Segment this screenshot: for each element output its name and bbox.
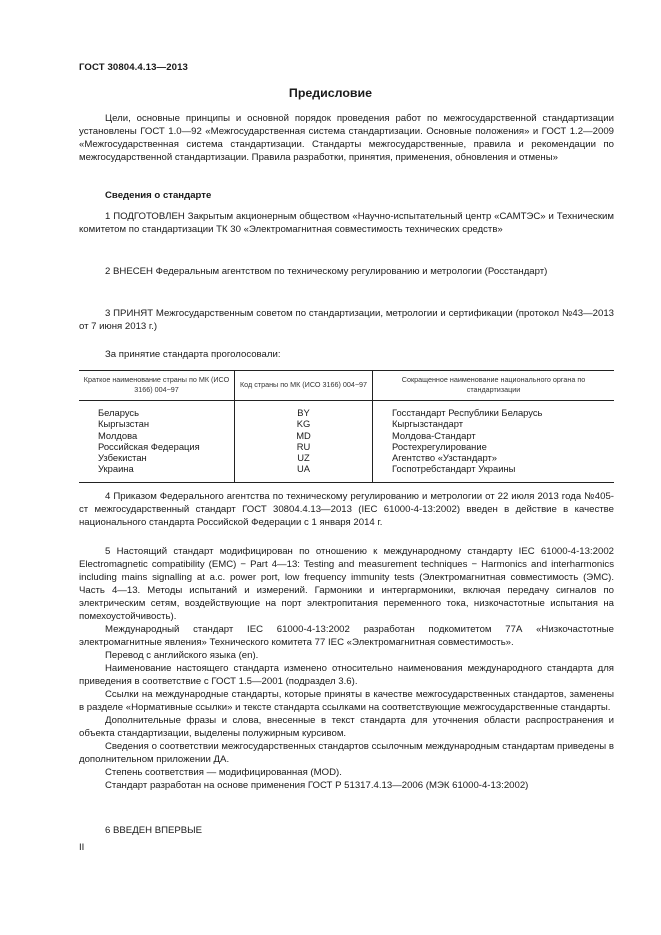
country-code: UA — [296, 463, 311, 475]
item-5-paragraph: Степень соответствия — модифицированная (MOD). — [105, 767, 342, 778]
item-3-text: 3 ПРИНЯТ Межгосударственным советом по стандартизации, метрологии и сертификации (протокол №43—2013 от 7 июня 2013 г.) — [79, 308, 614, 332]
country-name: Беларусь — [98, 407, 140, 418]
column-header-country: Краткое наименование страны по МК (ИСО 3166) 004−97 — [79, 371, 235, 401]
country-code: BY — [297, 407, 310, 418]
item-5-paragraph: Международный стандарт IEC 61000-4-13:2002 разработан подкомитетом 77А «Низкочастотные электромагнитные явления» Технического комитета 77 IEC «Электромагнитная совместимость». — [79, 624, 614, 648]
country-name: Кыргызстан — [98, 418, 150, 430]
item-6-text: 6 ВВЕДЕН ВПЕРВЫЕ — [105, 825, 203, 836]
page-number: II — [79, 842, 85, 853]
country-name: Молдова — [98, 429, 138, 441]
item-4-text: 4 Приказом Федерального агентства по техническому регулированию и метрологии от 22 июля 2013 года №405-ст межгосударственный стандарт ГОСТ 30804.4.13—2013 (IEC 61000-4-13:2002) введен в действие в качестве национального стандарта Российской Федерации с 1 января 2014 г. — [79, 491, 614, 528]
votes-intro-text: За принятие стандарта проголосовали: — [105, 349, 281, 360]
standards-body: Госстандарт Республики Беларусь — [392, 407, 543, 418]
item-5-paragraph: Наименование настоящего стандарта изменено относительно наименования международного стандарта для приведения в соответствие с ГОСТ 1.5—2001 (подраздел 3.6). — [79, 663, 614, 687]
item-5-paragraph: Дополнительные фразы и слова, внесенные в текст стандарта для уточнения области распространения и объекта стандартизации, выделены полужирным курсивом. — [79, 715, 614, 739]
item-5-paragraph: Сведения о соответствии межгосударственных стандартов ссылочным международным стандартам приведены в дополнительном приложении ДА. — [79, 741, 614, 765]
item-4 — [79, 490, 614, 529]
item-2-text: 2 ВНЕСЕН Федеральным агентством по техническому регулированию и метрологии (Росстандарт) — [105, 266, 548, 277]
item-1-text: 1 ПОДГОТОВЛЕН Закрытым акционерным обществом «Научно-испытательный центр «САМТЭС» и Техническим комитетом по стандартизации ТК 30 «Электромагнитная совместимость технических средств» — [79, 211, 614, 235]
country-code: RU — [296, 440, 311, 452]
document-code: ГОСТ 30804.4.13—2013 — [79, 62, 188, 73]
body-column — [373, 401, 615, 483]
item-5 — [79, 545, 614, 792]
country-column — [79, 401, 235, 483]
standards-body: Кыргызстандарт — [392, 418, 464, 430]
country-code: UZ — [297, 452, 310, 464]
column-header-code: Код страны по МК (ИСО 3166) 004−97 — [235, 371, 373, 401]
table-body-row — [79, 401, 614, 483]
standards-body: Молдова-Стандарт — [392, 429, 476, 441]
standards-body: Агентство «Узстандарт» — [392, 452, 498, 464]
country-name: Узбекистан — [98, 452, 147, 464]
item-3 — [79, 307, 614, 333]
item-5-paragraph: Перевод с английского языка (en). — [105, 650, 259, 661]
intro-text: Цели, основные принципы и основной порядок проведения работ по межгосударственной стандартизации установлены ГОСТ 1.0—92 «Межгосударственная система стандартизации. Основные положения» и ГОСТ 1.2—2009 «Межгосударственная система стандартизации. Стандарты межгосударственные, правила и рекомендации по межгосударственной стандартизации. Правила разработки, принятия, применения, обновления и отмены» — [79, 113, 614, 163]
votes-table — [79, 370, 614, 483]
item-5-paragraph: Стандарт разработан на основе применения ГОСТ Р 51317.4.13—2006 (МЭК 61000-4-13:2002) — [105, 780, 529, 791]
item-5-paragraph: 5 Настоящий стандарт модифицирован по отношению к международному стандарту IEC 61000-4-13:2002 Electromagnetic compatibility (EMC) − Part 4—13: Testing and measurement techniques − Harmonics and interharmonics including mains signalling at a.c. power port, low frequency immunity tests (Электромагнитная совместимость (ЭМС). Часть 4—13. Методы испытаний и измерений. Гармоники и интергармоники, включая передачу сигналов по электрическим сетям, воздействующие на порт электропитания переменного тока, низкочастотные испытания на помехоустойчивость). — [79, 546, 614, 622]
country-name: Украина — [98, 463, 134, 475]
item-6 — [79, 824, 614, 837]
code-column — [235, 401, 373, 483]
section-heading: Сведения о стандарте — [105, 190, 212, 201]
country-name: Российская Федерация — [98, 440, 200, 452]
standards-body: Ростехрегулирование — [392, 440, 487, 452]
votes-intro — [79, 348, 614, 361]
country-code: MD — [296, 429, 311, 441]
standards-body: Госпотребстандарт Украины — [392, 463, 516, 475]
intro-paragraph — [79, 112, 614, 164]
item-2 — [79, 265, 614, 278]
column-header-body: Сокращенное наименование национального органа по стандартизации — [373, 371, 615, 401]
page-title: Предисловие — [288, 86, 373, 100]
country-code: KG — [296, 418, 311, 430]
table-header-row — [79, 371, 614, 401]
item-1 — [79, 210, 614, 236]
item-5-paragraph: Ссылки на международные стандарты, которые приняты в качестве межгосударственных стандартов, заменены в разделе «Нормативные ссылки» и тексте стандарта ссылками на соответствующие межгосударственные стандарты. — [79, 689, 614, 713]
